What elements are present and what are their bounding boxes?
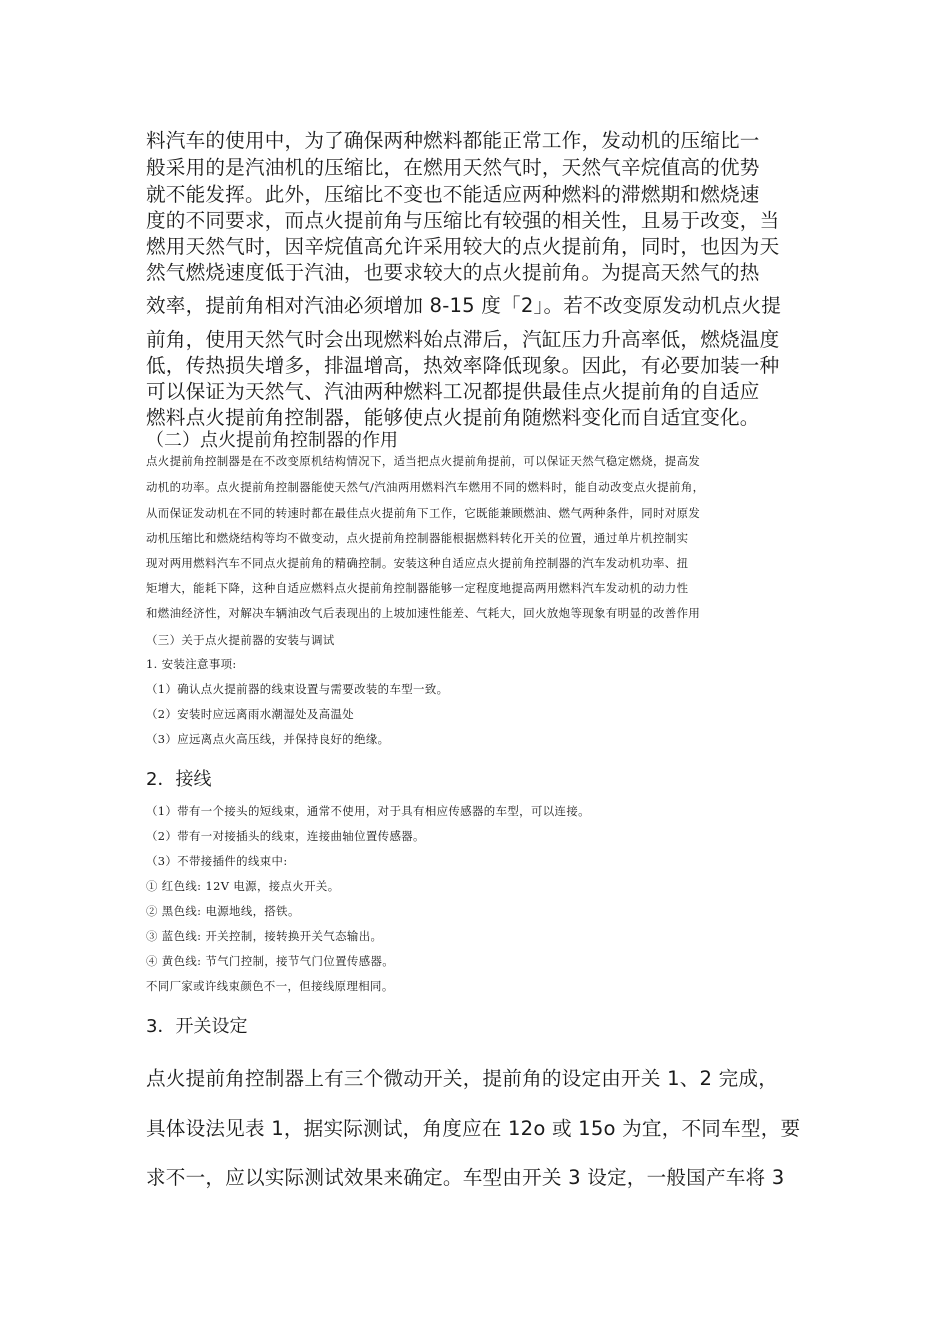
body-line: 和燃油经济性，对解决车辆油改气后表现出的上坡加速性能差、气耗大，回火放炮等现象有明显的改善作用 (146, 606, 701, 620)
list-item: ③ 蓝色线: 开关控制，接转换开关气态输出。 (146, 929, 383, 943)
intro-line: 低，传热损失增多，排温增高，热效率降低现象。因此，有必要加装一种 (146, 354, 780, 377)
list-item: （2）安装时应远离雨水潮湿处及高温处 (146, 707, 355, 721)
body-line: 从而保证发动机在不同的转速时都在最佳点火提前角下工作，它既能兼顾燃油、燃气两种条件，同时对原发 (146, 506, 701, 520)
intro-line: 燃用天然气时，因辛烷值高允许采用较大的点火提前角，同时，也因为天 (146, 235, 780, 258)
body-line: 求不一，应以实际测试效果来确定。车型由开关 3 设定，一般国产车将 3 (146, 1166, 785, 1189)
intro-line: 可以保证为天然气、汽油两种燃料工况都提供最佳点火提前角的自适应 (146, 380, 760, 403)
intro-line: 然气燃烧速度低于汽油，也要求较大的点火提前角。为提高天然气的热 (146, 261, 760, 284)
list-item: ① 红色线: 12V 电源，接点火开关。 (146, 879, 340, 893)
list-item: ② 黑色线: 电源地线，搭铁。 (146, 904, 300, 918)
section-heading: （二）点火提前角控制器的作用 (146, 430, 398, 451)
intro-line: 燃料点火提前角控制器，能够使点火提前角随燃料变化而自适宜变化。 (146, 406, 760, 429)
list-item: ④ 黄色线: 节气门控制，接节气门位置传感器。 (146, 954, 395, 968)
body-line: 具体设法见表 1，据实际测试，角度应在 12o 或 15o 为宜，不同车型，要 (146, 1117, 801, 1140)
body-line: 动机压缩比和燃烧结构等均不做变动，点火提前角控制器能根据燃料转化开关的位置，通过单片机控制实 (146, 531, 689, 545)
body-line: 点火提前角控制器是在不改变原机结构情况下，适当把点火提前角提前，可以保证天然气稳定燃烧，提高发 (146, 454, 701, 468)
list-item: （2）带有一对接插头的线束，连接曲轴位置传感器。 (146, 829, 425, 843)
intro-line: 前角，使用天然气时会出现燃料始点滞后，汽缸压力升高率低，燃烧温度 (146, 328, 780, 351)
body-line: 动机的功率。点火提前角控制器能使天然气/汽油两用燃料汽车燃用不同的燃料时，能自动改变点火提前角， (146, 480, 705, 494)
switch-heading: 3．开关设定 (146, 1016, 248, 1037)
intro-line: 料汽车的使用中，为了确保两种燃料都能正常工作，发动机的压缩比一 (146, 129, 760, 152)
list-item: （3）应远离点火高压线，并保持良好的绝缘。 (146, 732, 390, 746)
body-line: 矩增大，能耗下降，这种自适应燃料点火提前角控制器能够一定程度地提高两用燃料汽车发动机的动力性 (146, 581, 689, 595)
intro-line: 般采用的是汽油机的压缩比，在燃用天然气时，天然气辛烷值高的优势 (146, 156, 760, 179)
list-item: （1）带有一个接头的短线束，通常不使用，对于具有相应传感器的车型，可以连接。 (146, 804, 590, 818)
list-item: （1）确认点火提前器的线束设置与需要改装的车型一致。 (146, 682, 449, 696)
intro-line: 效率，提前角相对汽油必须增加 8-15 度「2」。若不改变原发动机点火提 (146, 294, 782, 317)
subheading: 1. 安装注意事项: (146, 657, 237, 671)
intro-line: 度的不同要求，而点火提前角与压缩比有较强的相关性，且易于改变，当 (146, 209, 780, 232)
body-line: 点火提前角控制器上有三个微动开关，提前角的设定由开关 1、2 完成， (146, 1067, 779, 1090)
intro-line: 就不能发挥。此外，压缩比不变也不能适应两种燃料的滞燃期和燃烧速 (146, 183, 760, 206)
list-item: （3）不带接插件的线束中: (146, 854, 288, 868)
list-item: 不同厂家或许线束颜色不一，但接线原理相同。 (146, 979, 394, 993)
body-line: 现对两用燃料汽车不同点火提前角的精确控制。安装这种自适应点火提前角控制器的汽车发动机功率、扭 (146, 556, 689, 570)
section-heading: （三）关于点火提前器的安装与调试 (146, 633, 335, 647)
wiring-heading: 2．接线 (146, 769, 212, 790)
